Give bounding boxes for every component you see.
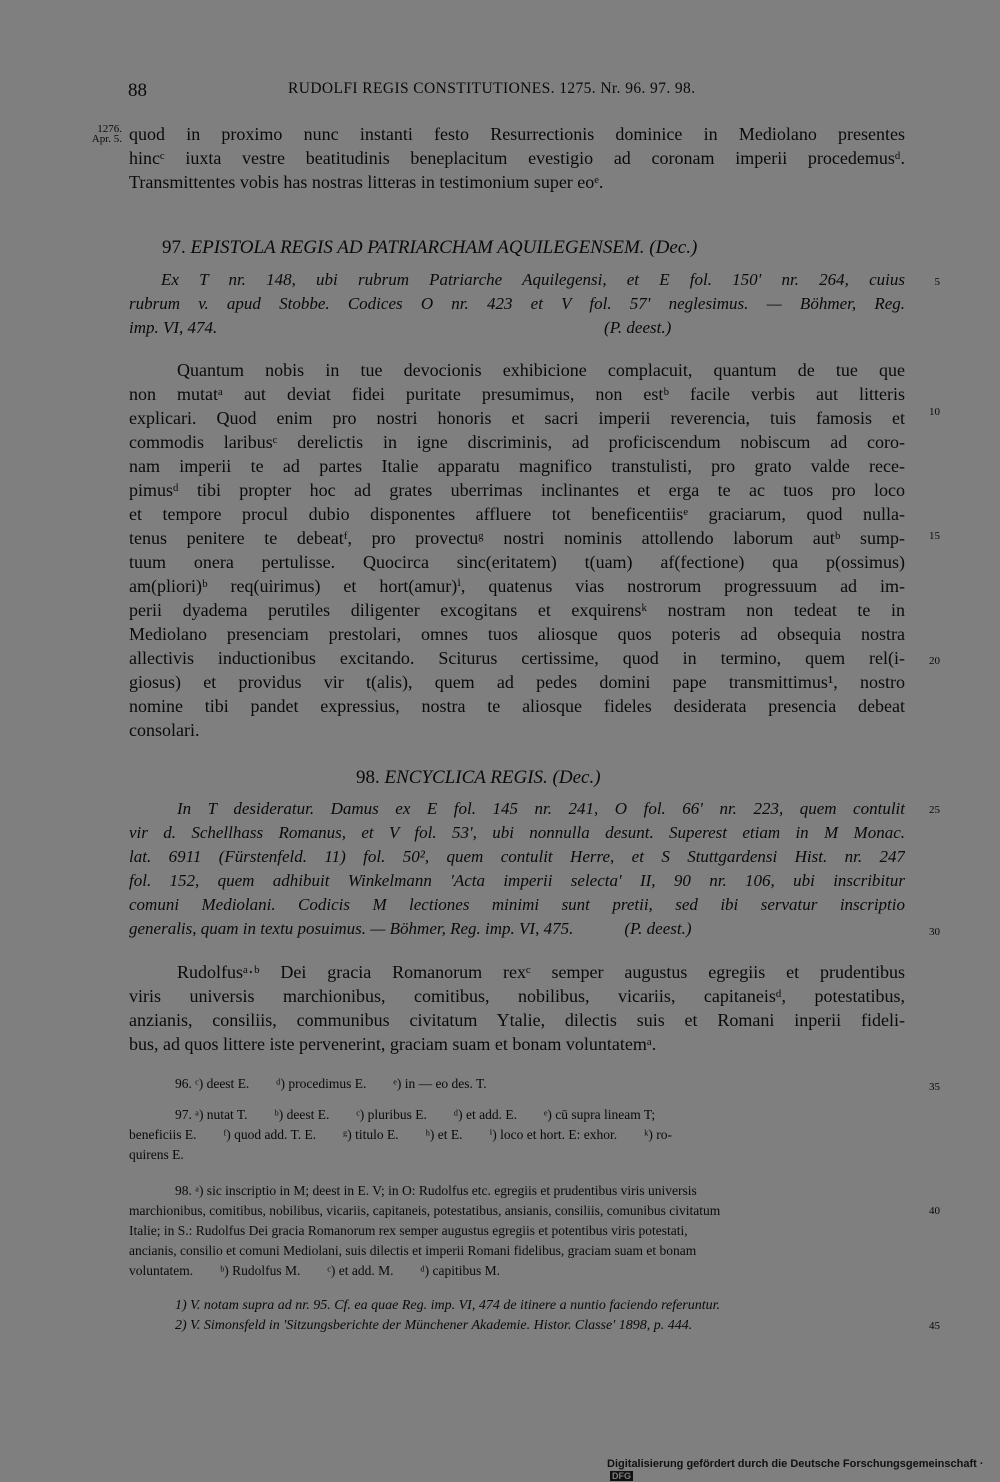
text-line: giosus) et providus vir t(alis), quem ad pedes domini pape transmittimus¹, nostro bbox=[129, 672, 905, 692]
source-line: Ex T nr. 148, ubi rubrum Patriarche Aquilegensi, et E fol. 150' nr. 264, cuius bbox=[161, 270, 905, 289]
line-number: 30 bbox=[929, 926, 940, 938]
text-line: allectivis inductionibus excitando. Sciturus certissime, quod in termino, quem rel(i- bbox=[129, 648, 905, 668]
line-number: 35 bbox=[929, 1081, 940, 1093]
apparatus-98 bbox=[129, 1181, 905, 1281]
text-line: nomine tibi pandet expressius, nostra te aliosque fideles desiderata presencia debeat bbox=[129, 696, 905, 716]
apparatus-line: Italie; in S.: Rudolfus Dei gracia Romanorum rex semper augustus egregiis et potentibus viris potestati, bbox=[129, 1223, 688, 1238]
line-number: 15 bbox=[929, 530, 940, 542]
doc97-heading bbox=[162, 237, 697, 259]
source-line: vir d. Schellhass Romanus, et V fol. 53', ubi nonnulla desunt. Superest etiam in M Monac. bbox=[129, 823, 905, 842]
text-line: non mutatᵃ aut deviat fidei puritate presumimus, non estᵇ facile verbis aut litteris bbox=[129, 384, 905, 404]
apparatus-line: voluntatem. ᵇ) Rudolfus M. ᶜ) et add. M. ᵈ) capitibus M. bbox=[129, 1263, 501, 1278]
line-number: 20 bbox=[929, 655, 940, 667]
text-line: Mediolano presenciam prestolari, omnes tuos aliosque quos poteris ad obsequia nostra bbox=[129, 624, 905, 644]
source-line: In T desideratur. Damus ex E fol. 145 nr. 241, O fol. 66' nr. 223, quem contulit bbox=[177, 799, 905, 818]
text-line: quod in proximo nunc instanti festo Resurrectionis dominice in Mediolano presentes bbox=[129, 124, 905, 144]
text-line: Rudolfusᵃ·ᵇ Dei gracia Romanorum rexᶜ semper augustus egregiis et prudentibus bbox=[177, 962, 905, 982]
apparatus-line: marchionibus, comitibus, nobilibus, vicariis, capitaneis, potestatibus, ansianis, consiliis, comunibus civitatum bbox=[129, 1203, 721, 1218]
source-line: rubrum v. apud Stobbe. Codices O nr. 423 et V fol. 57' neglesimus. — Böhmer, Reg. bbox=[129, 294, 905, 313]
text-line: am(pliori)ᵇ req(uirimus) et hort(amur)ⁱ, quatenus vias nostrorum progressuum ad im- bbox=[129, 576, 905, 596]
doc98-heading bbox=[356, 767, 601, 789]
apparatus-96 bbox=[129, 1074, 905, 1094]
source-line: fol. 152, quem adhibuit Winkelmann 'Acta imperii selecta' II, 90 nr. 106, ubi inscribitur bbox=[129, 871, 905, 890]
footnote: 1) V. notam supra ad nr. 95. Cf. ea quae Reg. imp. VI, 474 de itinere a nuntio faciendo referuntur. bbox=[175, 1298, 721, 1313]
digitization-credit: Digitalisierung gefördert durch die Deutsche Forschungsgemeinschaft · DFG bbox=[607, 1458, 984, 1481]
line-number: 40 bbox=[929, 1205, 940, 1217]
text-line: bus, ad quos littere iste pervenerint, graciam suam et bonam voluntatemᵃ. bbox=[129, 1034, 657, 1054]
text-line: anzianis, consiliis, communibus civitatum Ytalie, dilectis suis et Romani inperii fideli- bbox=[129, 1010, 905, 1030]
line-number: 5 bbox=[934, 276, 940, 288]
doc97-number: 97. bbox=[162, 237, 186, 258]
doc98-source bbox=[129, 797, 905, 941]
dfg-logo: DFG bbox=[612, 1471, 631, 1481]
apparatus-line: 96. ᶜ) deest E. ᵈ) procedimus E. ᵉ) in — eo des. T. bbox=[175, 1076, 487, 1091]
line-number: 45 bbox=[929, 1320, 940, 1332]
text-line: commodis laribusᶜ derelictis in igne discriminis, ad proficiscendum nobiscum ad coro- bbox=[129, 432, 905, 452]
text-line: hincᶜ iuxta vestre beatitudinis beneplacitum evestigio ad coronam imperii procedemusᵈ. bbox=[129, 148, 905, 168]
doc97-title: EPISTOLA REGIS AD PATRIARCHAM AQUILEGENSEM. (Dec.) bbox=[190, 237, 698, 258]
doc98-number: 98. bbox=[356, 767, 380, 788]
source-line: lat. 6911 (Fürstenfeld. 11) fol. 50², quem contulit Herre, et S Stuttgardensi Hist. nr. 247 bbox=[129, 847, 905, 866]
apparatus-line: ancianis, consilio et comuni Mediolani, suis dilectis et imperii Romani fidelibus, graciam suam et bonam bbox=[129, 1243, 697, 1258]
apparatus-line: beneficiis E. ᶠ) quod add. T. E. ᵍ) titulo E. ʰ) et E. ⁱ) loco et hort. E: exhor. ᵏ) ro- bbox=[129, 1127, 672, 1142]
apparatus-line: 98. ᵃ) sic inscriptio in M; deest in E. V; in O: Rudolfus etc. egregiis et prudentibus viris universis bbox=[175, 1183, 697, 1198]
text-line: et tempore procul dubio disponentes affluere tot beneficentiisᵉ graciarum, quod nulla- bbox=[129, 504, 905, 524]
text-line: Quantum nobis in tue devocionis exhibicione complacuit, quantum de tue que bbox=[177, 360, 905, 380]
line-number: 25 bbox=[929, 804, 940, 816]
digitization-credit-text: Digitalisierung gefördert durch die Deutsche Forschungsgemeinschaft bbox=[607, 1458, 977, 1470]
margin-date-year: 1276. bbox=[97, 123, 122, 135]
margin-date bbox=[76, 124, 122, 144]
doc96-text bbox=[129, 122, 905, 194]
apparatus-97 bbox=[129, 1105, 905, 1165]
line-number: 10 bbox=[929, 406, 940, 418]
footnotes bbox=[129, 1296, 905, 1336]
margin-date-day: Apr. 5. bbox=[91, 133, 122, 145]
text-line: viris universis marchionibus, comitibus, nobilibus, vicariis, capitaneisᵈ, potestatibus, bbox=[129, 986, 905, 1006]
source-line: generalis, quam in textu posuimus. — Böhmer, Reg. imp. VI, 475. (P. deest.) bbox=[129, 919, 692, 938]
source-line: comuni Mediolani. Codicis M lectiones minimi sunt pretii, sed ibi servatur inscriptio bbox=[129, 895, 905, 914]
apparatus-line: quirens E. bbox=[129, 1147, 184, 1162]
text-line: tenus penitere te debeatᶠ, pro provectuᵍ nostri nominis attollendo laborum autᵇ sump- bbox=[129, 528, 905, 548]
text-line: tuum onera pertulisse. Quocirca sinc(eritatem) t(uam) af(fectione) qua p(ossimus) bbox=[129, 552, 905, 572]
doc98-text bbox=[129, 960, 905, 1056]
text-line: Transmittentes vobis has nostras litteras in testimonium super eoᵉ. bbox=[129, 172, 604, 192]
footnote: 2) V. Simonsfeld in 'Sitzungsberichte der Münchener Akademie. Histor. Classe' 1898, p. 444. bbox=[175, 1318, 693, 1333]
doc97-text bbox=[129, 358, 905, 742]
running-title: RUDOLFI REGIS CONSTITUTIONES. 1275. Nr. 96. 97. 98. bbox=[288, 80, 696, 97]
text-line: explicari. Quod enim pro nostri honoris et sacri imperii reverencia, tuis famosis et bbox=[129, 408, 905, 428]
page-number: 88 bbox=[128, 80, 147, 101]
text-line: nam imperii te ad partes Italie apparatu magnifico transtulisti, pro grato valde rece- bbox=[129, 456, 905, 476]
text-line: pimusᵈ tibi propter hoc ad grates uberrimas inclinantes et erga te ac tuos pro loco bbox=[129, 480, 905, 500]
doc98-title: ENCYCLICA REGIS. (Dec.) bbox=[384, 767, 601, 788]
source-line: imp. VI, 474. (P. deest.) bbox=[129, 318, 672, 337]
doc97-source bbox=[129, 268, 905, 340]
text-line: perii dyadema perutiles diligenter excogitans et exquirensᵏ nostram non tedeat te in bbox=[129, 600, 905, 620]
text-line: consolari. bbox=[129, 720, 200, 740]
apparatus-line: 97. ᵃ) nutat T. ᵇ) deest E. ᶜ) pluribus E. ᵈ) et add. E. ᵉ) cū supra lineam T; bbox=[175, 1107, 656, 1122]
